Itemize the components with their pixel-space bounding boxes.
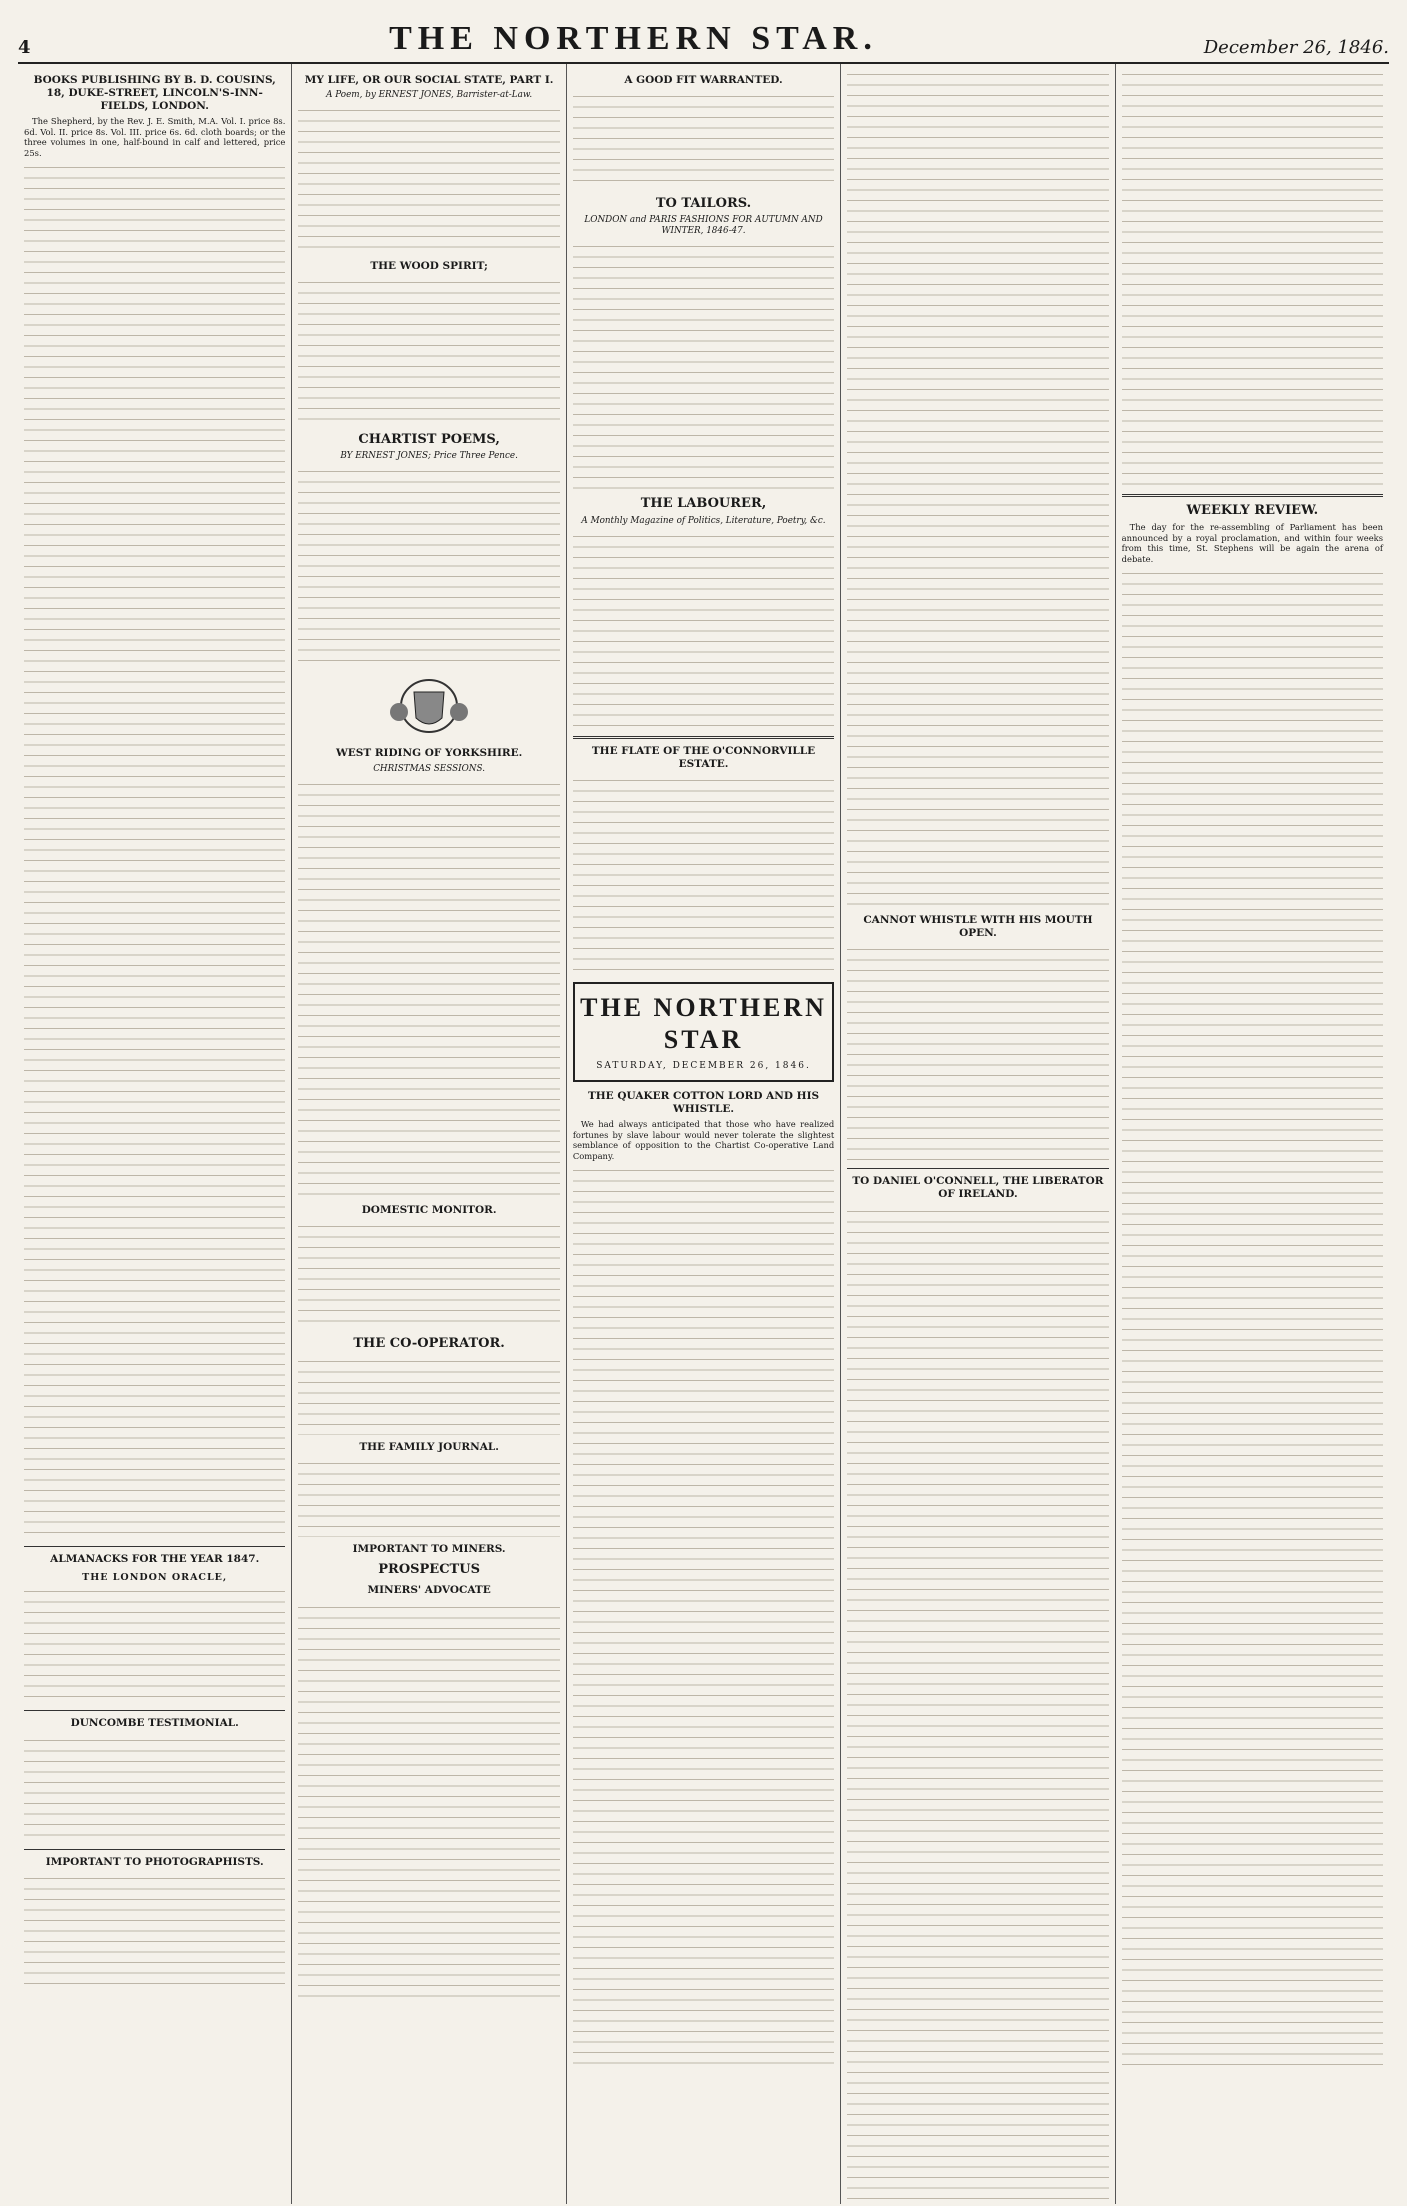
heading-photographists: IMPORTANT TO PHOTOGRAPHISTS. bbox=[45, 1855, 264, 1868]
filler-text-11 bbox=[298, 1457, 559, 1537]
filler-text-15 bbox=[573, 530, 834, 730]
heading-domestic-monitor: DOMESTIC MONITOR. bbox=[361, 1203, 497, 1216]
divider bbox=[573, 736, 834, 739]
column-2 bbox=[292, 64, 566, 2204]
divider bbox=[24, 1710, 285, 1711]
divider bbox=[847, 1168, 1108, 1169]
heading-cannot-whistle: CANNOT WHISTLE WITH HIS MOUTH OPEN. bbox=[863, 914, 1093, 940]
filler-text-6 bbox=[298, 276, 559, 426]
heading-weekly-review: WEEKLY REVIEW. bbox=[1186, 503, 1319, 518]
column-1 bbox=[18, 64, 292, 2204]
newspaper-title: THE NORTHERN STAR. bbox=[389, 20, 878, 57]
filler-text-12 bbox=[298, 1601, 559, 2001]
filler-text-8 bbox=[298, 778, 559, 1198]
heading-to-oconnell: TO DANIEL O'CONNELL, THE LIBERATOR OF IRELAND. bbox=[852, 1175, 1104, 1201]
filler-text-14 bbox=[573, 240, 834, 490]
filler-text-5 bbox=[298, 104, 559, 254]
heading-almanacks: ALMANACKS FOR THE YEAR 1847. bbox=[50, 1553, 260, 1566]
heading-west-riding: WEST RIDING OF YORKSHIRE. bbox=[335, 747, 523, 760]
filler-text-3 bbox=[24, 1734, 285, 1844]
masthead-date: SATURDAY, DECEMBER 26, 1846. bbox=[596, 1060, 811, 1071]
heading-co-operator: THE CO-OPERATOR. bbox=[353, 1335, 505, 1351]
filler-text-22 bbox=[1122, 567, 1383, 2067]
issue-date: December 26, 1846. bbox=[1203, 37, 1389, 58]
coat-of-arms-emblem bbox=[298, 671, 559, 741]
heading-family-journal: THE FAMILY JOURNAL. bbox=[359, 1440, 499, 1453]
heading-chartist-poems: CHARTIST POEMS, bbox=[358, 432, 500, 448]
article-quaker-body: We had always anticipated that those who have realized fortunes by slave labour would never tolerate the slightest semblance of opposition to the Chartist Co-operative Land Company. bbox=[572, 1119, 835, 1161]
heading-london-oracle: THE LONDON ORACLE, bbox=[82, 1571, 228, 1583]
heading-my-life: MY LIFE, OR OUR SOCIAL STATE, PART I. bbox=[304, 74, 554, 86]
heading-prospectus: PROSPECTUS bbox=[378, 1562, 480, 1578]
filler-text-7 bbox=[298, 465, 559, 665]
filler-text-17 bbox=[573, 1164, 834, 2064]
divider bbox=[24, 1849, 285, 1850]
filler-text-9 bbox=[298, 1220, 559, 1330]
subheading-fashions: LONDON and PARIS FASHIONS FOR AUTUMN AND WINTER, 1846-47. bbox=[584, 215, 823, 237]
heading-duncombe: DUNCOMBE TESTIMONIAL. bbox=[70, 1717, 239, 1730]
heading-wood-spirit: THE WOOD SPIRIT; bbox=[370, 260, 488, 273]
filler-text-1 bbox=[24, 161, 285, 1541]
article-weekly-review-body: The day for the re-assembling of Parliament has been announced by a royal proclamation, and within four weeks from this time, St. Stephens will be again the arena of debate. bbox=[1121, 522, 1384, 564]
filler-text-2 bbox=[24, 1585, 285, 1705]
heading-quaker-cotton-lord: THE QUAKER COTTON LORD AND HIS WHISTLE. bbox=[587, 1090, 820, 1116]
heading-miners-advocate: MINERS' ADVOCATE bbox=[367, 1584, 491, 1597]
masthead-title: THE NORTHERN STAR bbox=[580, 992, 827, 1055]
coat-of-arms-icon bbox=[384, 672, 474, 740]
divider bbox=[1122, 494, 1383, 497]
filler-text-10 bbox=[298, 1355, 559, 1435]
filler-text-19 bbox=[847, 943, 1108, 1163]
heading-good-fit: A GOOD FIT WARRANTED. bbox=[624, 74, 783, 86]
page-header bbox=[18, 20, 1389, 64]
byline-chartist-poems: BY ERNEST JONES; Price Three Pence. bbox=[340, 451, 518, 462]
article-books-body: The Shepherd, by the Rev. J. E. Smith, M.A. Vol. I. price 8s. 6d. Vol. II. price 8s. Vol. III. price 6s. 6d. cloth boards; or the three volumes in one, half-bound in calf and lettered, price 25s. bbox=[24, 116, 286, 158]
column-3 bbox=[567, 64, 841, 2204]
heading-oconnorville: THE FLATE OF THE O'CONNORVILLE ESTATE. bbox=[591, 744, 816, 770]
inner-masthead bbox=[573, 982, 834, 1082]
filler-text-16 bbox=[573, 774, 834, 974]
heading-labourer: THE LABOURER, bbox=[640, 496, 767, 512]
filler-text-13 bbox=[573, 90, 834, 190]
filler-text-4 bbox=[24, 1872, 285, 1992]
subheading-christmas-sessions: CHRISTMAS SESSIONS. bbox=[373, 763, 486, 774]
column-4 bbox=[841, 64, 1115, 2204]
heading-books: BOOKS PUBLISHING BY B. D. COUSINS, 18, DUKE-STREET, LINCOLN'S-INN-FIELDS, LONDON. bbox=[33, 74, 276, 113]
filler-text-21 bbox=[1122, 68, 1383, 488]
columns bbox=[18, 64, 1389, 2204]
byline-my-life: A Poem, by ERNEST JONES, Barrister-at-Law. bbox=[326, 90, 533, 101]
column-5 bbox=[1116, 64, 1389, 2204]
subheading-labourer: A Monthly Magazine of Politics, Literature, Poetry, &c. bbox=[581, 515, 826, 526]
divider bbox=[24, 1546, 285, 1547]
filler-text-18 bbox=[847, 68, 1108, 908]
heading-to-tailors: TO TAILORS. bbox=[655, 196, 752, 212]
filler-text-20 bbox=[847, 1205, 1108, 2205]
page-number: 4 bbox=[18, 37, 31, 58]
heading-important-to-miners: IMPORTANT TO MINERS. bbox=[352, 1543, 506, 1556]
